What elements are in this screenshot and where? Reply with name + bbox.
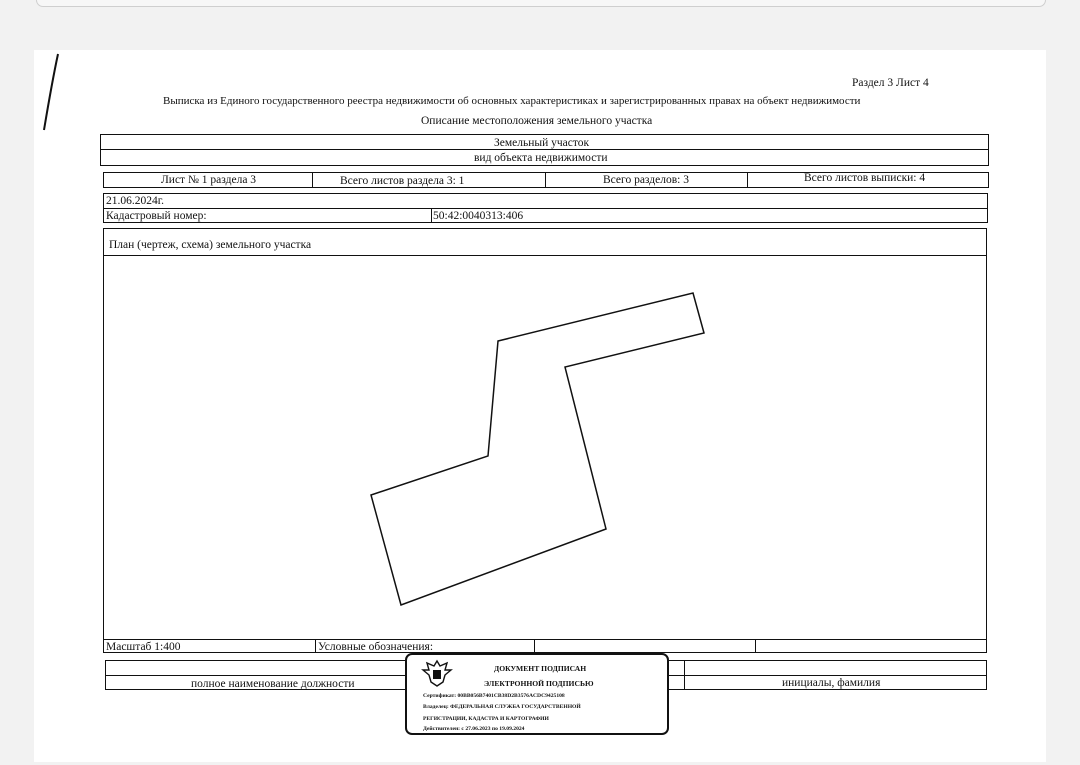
object-name: Земельный участок <box>494 137 590 149</box>
stamp-owner-line2: РЕГИСТРАЦИИ, КАДАСТРА И КАРТОГРАФИИ <box>423 716 549 722</box>
name-label: инициалы, фамилия <box>782 677 881 689</box>
position-label: полное наименование должности <box>191 678 355 690</box>
total-sheets-section: Всего листов раздела 3: 1 <box>340 175 465 187</box>
scale-label: Масштаб 1:400 <box>106 641 181 653</box>
stamp-owner-line1: Владелец: ФЕДЕРАЛЬНАЯ СЛУЖБА ГОСУДАРСТВЕННОЙ <box>423 704 581 710</box>
object-type-label: вид объекта недвижимости <box>474 152 608 164</box>
plan-title: План (чертеж, схема) земельного участка <box>109 239 312 251</box>
total-sheets-extract: Всего листов выписки: 4 <box>804 172 926 184</box>
section-page-label: Раздел 3 Лист 4 <box>852 77 929 89</box>
cadastral-number: 50:42:0040313:406 <box>433 210 524 222</box>
total-sections: Всего разделов: 3 <box>603 174 689 186</box>
extract-title: Выписка из Единого государственного реестра недвижимости об основных характеристиках и зарегистрированных правах на объект недвижимости <box>163 95 861 107</box>
record-date: 21.06.2024г. <box>106 195 165 207</box>
eagle-emblem-icon <box>421 658 453 688</box>
stamp-line1: ДОКУМЕНТ ПОДПИСАН <box>494 664 587 673</box>
stamp-valid: Действителен: с 27.06.2023 по 19.09.2024 <box>423 726 525 732</box>
cadastral-label: Кадастровый номер: <box>106 210 207 222</box>
legend-label: Условные обозначения: <box>318 641 434 653</box>
sheet-number: Лист № 1 раздела 3 <box>161 174 257 186</box>
location-subtitle: Описание местоположения земельного участка <box>421 115 653 127</box>
stamp-certificate: Сертификат: 00BB056B7401CB38D2B3576ACDC9425108 <box>423 693 565 699</box>
stamp-line2: ЭЛЕКТРОННОЙ ПОДПИСЬЮ <box>484 679 594 688</box>
electronic-signature-stamp <box>405 653 669 735</box>
divider <box>684 660 685 690</box>
